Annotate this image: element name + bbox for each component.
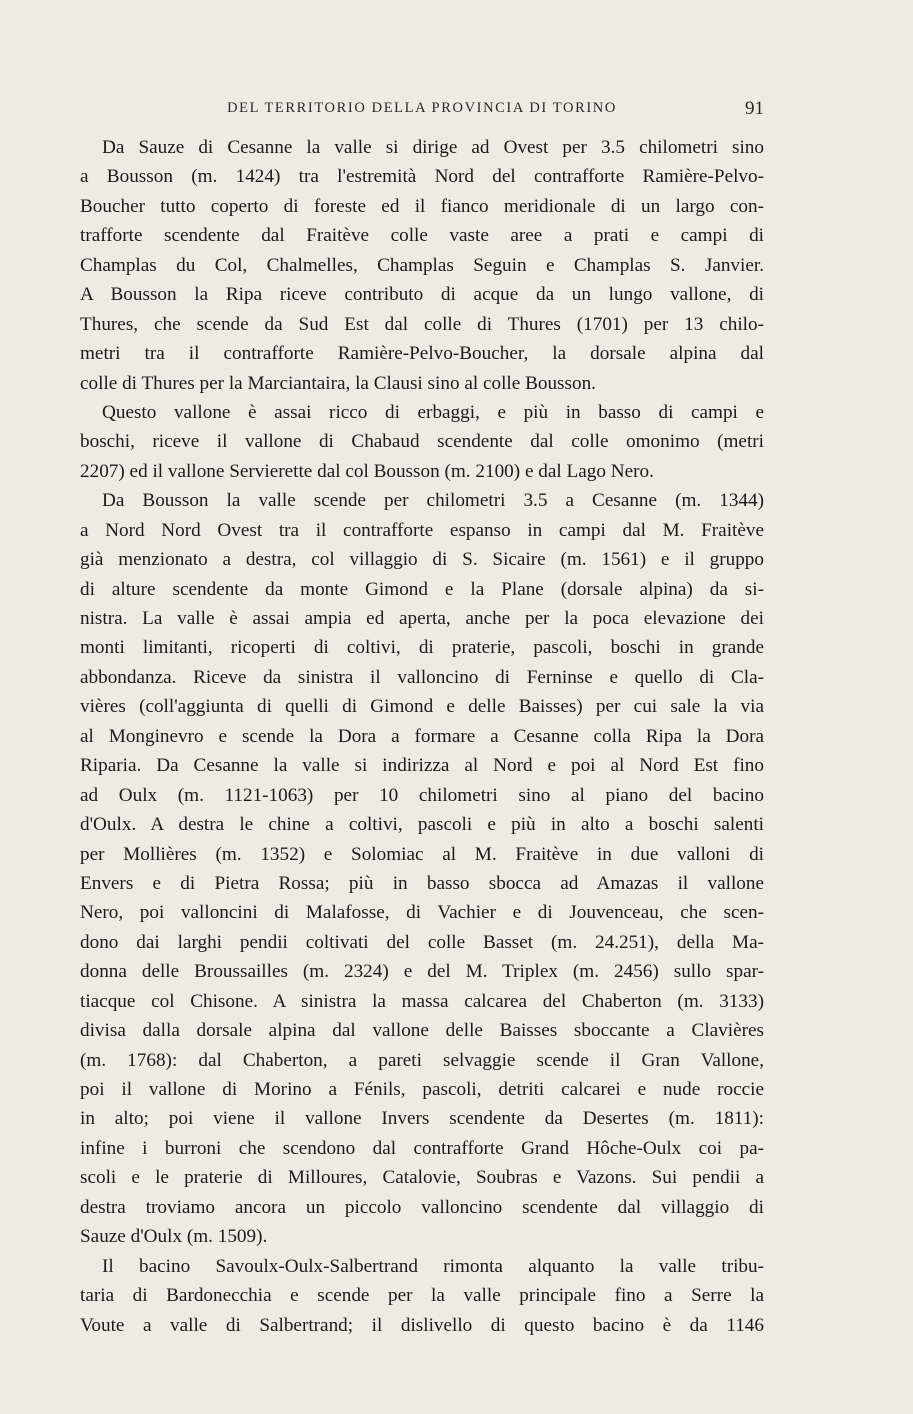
text-line: vières (coll'aggiunta di quelli di Gimond e delle Baisses) per cui sale la via — [80, 696, 764, 718]
text-line: Il bacino Savoulx-Oulx-Salbertrand rimonta alquanto la valle tribu- — [102, 1255, 764, 1277]
text-line: a Bousson (m. 1424) tra l'estremità Nord del contrafforte Ramière-Pelvo- — [80, 166, 764, 188]
text-line: in alto; poi viene il vallone Invers scendente da Desertes (m. 1811): — [80, 1108, 764, 1130]
text-line: nistra. La valle è assai ampia ed aperta, anche per la poca elevazione dei — [80, 608, 764, 629]
text-line: abbondanza. Riceve da sinistra il valloncino di Ferninse e quello di Cla- — [80, 666, 764, 688]
text-line: a Nord Nord Ovest tra il contrafforte espanso in campi dal M. Fraitève — [80, 519, 764, 541]
text-line: Nero, poi valloncini di Malafosse, di Vachier e di Jouvenceau, che scen- — [80, 902, 764, 924]
text-line: scoli e le praterie di Milloures, Catalovie, Soubras e Vazons. Sui pendii a — [80, 1167, 764, 1189]
text-line: Champlas du Col, Chalmelles, Champlas Seguin e Champlas S. Janvier. — [80, 254, 764, 276]
text-line: Da Sauze di Cesanne la valle si dirige ad Ovest per 3.5 chilometri sino — [102, 137, 764, 158]
text-line: di alture scendente da monte Gimond e la Plane (dorsale alpina) da si- — [80, 578, 764, 600]
text-line: A Bousson la Ripa riceve contributo di acque da un lungo vallone, di — [80, 284, 764, 306]
text-line: Questo vallone è assai ricco di erbaggi, e più in basso di campi e — [102, 401, 764, 423]
text-line: trafforte scendente dal Fraitève colle vaste aree a prati e campi di — [80, 225, 764, 247]
text-line: colle di Thures per la Marciantaira, la Clausi sino al colle Bousson. — [80, 372, 596, 394]
running-title: DEL TERRITORIO DELLA PROVINCIA DI TORINO — [227, 100, 617, 116]
text-line: dono dai larghi pendii coltivati del colle Basset (m. 24.251), della Ma- — [80, 931, 764, 953]
text-line: monti limitanti, ricoperti di coltivi, di praterie, pascoli, boschi in grande — [80, 637, 764, 659]
text-line: poi il vallone di Morino a Fénils, pascoli, detriti calcarei e nude roccie — [80, 1079, 764, 1100]
text-line: per Mollières (m. 1352) e Solomiac al M. Fraitève in due valloni di — [80, 843, 764, 865]
text-line: metri tra il contrafforte Ramière-Pelvo-Boucher, la dorsale alpina dal — [80, 343, 764, 365]
text-line: 2207) ed il vallone Servierette dal col Bousson (m. 2100) e dal Lago Nero. — [80, 460, 654, 482]
text-line: Da Bousson la valle scende per chilometri 3.5 a Cesanne (m. 1344) — [102, 490, 764, 512]
text-line: Riparia. Da Cesanne la valle si indirizza al Nord e poi al Nord Est fino — [80, 755, 764, 777]
page-number: 91 — [745, 98, 764, 119]
text-line: al Monginevro e scende la Dora a formare a Cesanne colla Ripa la Dora — [80, 725, 764, 747]
text-line: tiacque col Chisone. A sinistra la massa calcarea del Chaberton (m. 3133) — [80, 990, 764, 1012]
text-line: donna delle Broussailles (m. 2324) e del M. Triplex (m. 2456) sullo spar- — [80, 961, 764, 983]
text-line: ad Oulx (m. 1121-1063) per 10 chilometri sino al piano del bacino — [80, 784, 764, 806]
text-line: (m. 1768): dal Chaberton, a pareti selvaggie scende il Gran Vallone, — [80, 1049, 764, 1071]
text-line: Thures, che scende da Sud Est dal colle di Thures (1701) per 13 chilo- — [80, 313, 764, 335]
text-line: Boucher tutto coperto di foreste ed il fianco meridionale di un largo con- — [80, 195, 764, 217]
text-line: già menzionato a destra, col villaggio di S. Sicaire (m. 1561) e il gruppo — [80, 549, 764, 571]
text-line: Sauze d'Oulx (m. 1509). — [80, 1226, 268, 1248]
text-line: Envers e di Pietra Rossa; più in basso sbocca ad Amazas il vallone — [80, 872, 764, 894]
text-line: infine i burroni che scendono dal contrafforte Grand Hôche-Oulx coi pa- — [80, 1137, 764, 1159]
body-text — [80, 133, 764, 1340]
text-line: destra troviamo ancora un piccolo valloncino scendente dal villaggio di — [80, 1196, 764, 1218]
text-line: Voute a valle di Salbertrand; il dislivello di questo bacino è da 1146 — [80, 1314, 764, 1336]
text-line: divisa dalla dorsale alpina dal vallone delle Baisses sboccante a Clavières — [80, 1020, 764, 1042]
text-line: d'Oulx. A destra le chine a coltivi, pascoli e più in alto a boschi salenti — [80, 814, 764, 836]
text-line: boschi, riceve il vallone di Chabaud scendente dal colle omonimo (metri — [80, 431, 764, 453]
running-head — [80, 100, 764, 124]
text-line: taria di Bardonecchia e scende per la valle principale fino a Serre la — [80, 1285, 764, 1307]
